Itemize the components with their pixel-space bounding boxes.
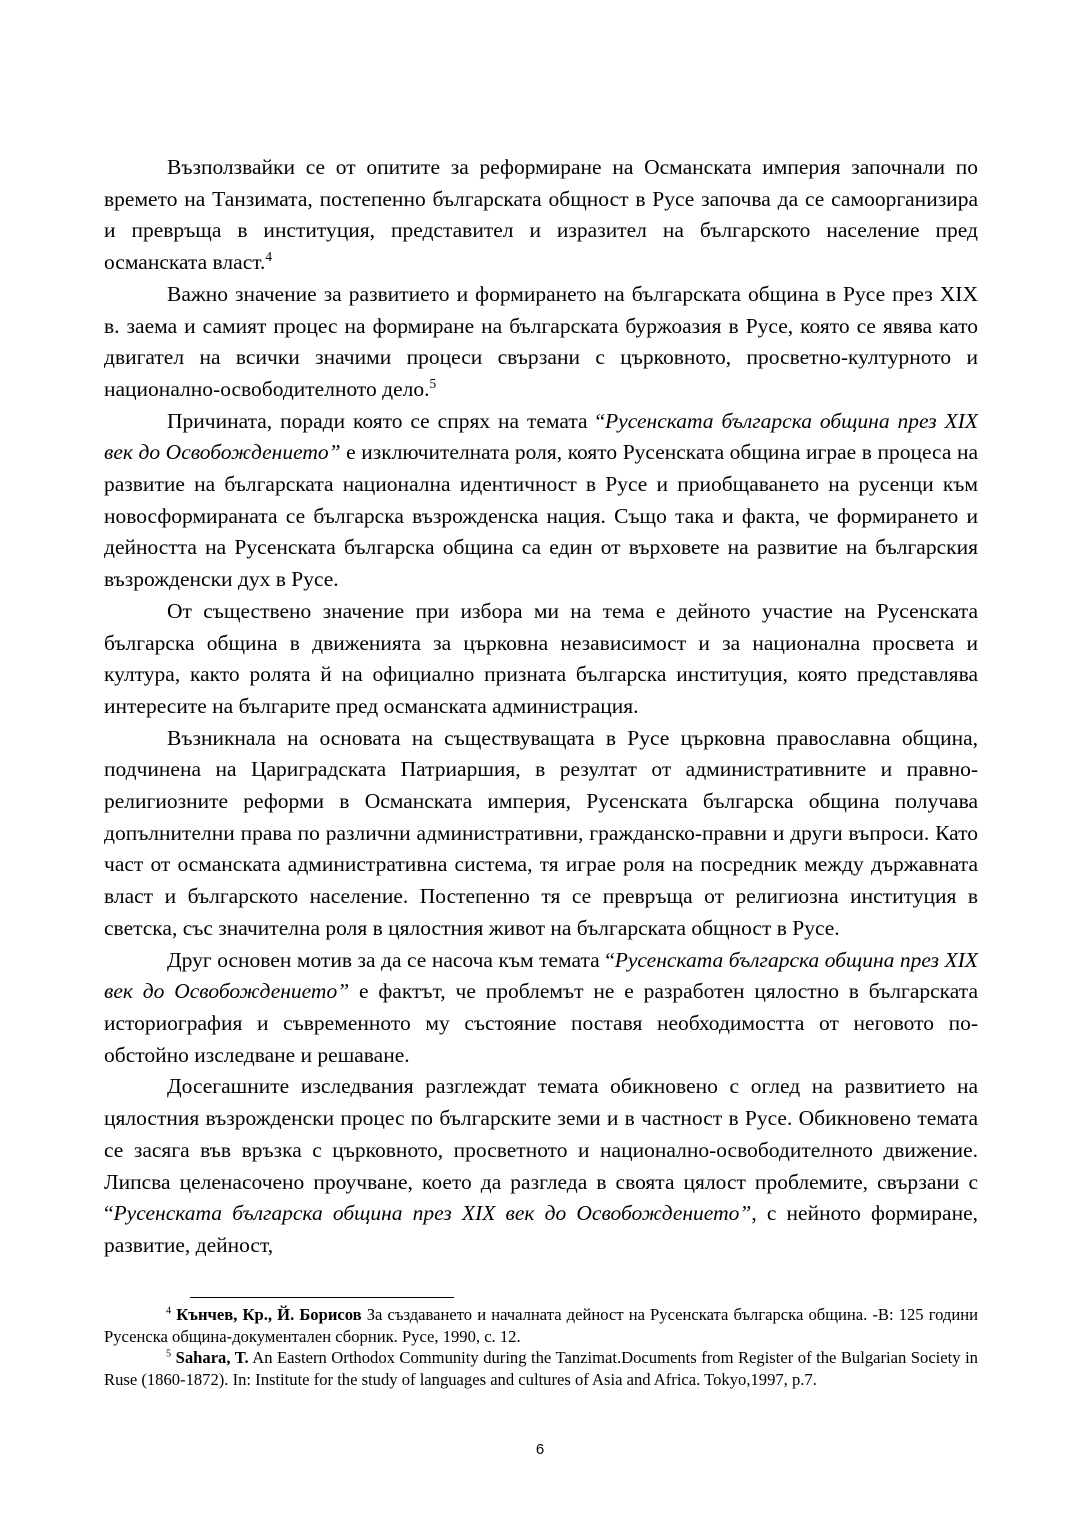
main-text	[104, 152, 978, 1262]
text-run: , с нейното формиране, развитие, дейност,	[104, 1201, 978, 1257]
text-run: Друг основен мотив за да се насоча към темата “	[167, 947, 615, 972]
paragraph	[104, 406, 978, 596]
footnote-reference: 4	[265, 248, 273, 264]
text-run: Възникнала на основата на съществуващата в Русе църковна православна община, подчинена на Цариградската Патриаршия, в резултат от административните и правно-религиозните реформи в Османската империя, Русенската българска община получава допълнителни права по различни административни, гражданско-правни и други въпроси. Като част от османската административна система, тя играе роля на посредник между държавната власт и българското население. Постепенно тя се превръща от религиозна институция в светска, със значителна роля в цялостния живот на българската общност в Русе.	[104, 725, 978, 940]
paragraph	[104, 945, 978, 1072]
paragraph	[104, 596, 978, 723]
text-run: Причината, поради която се спрях на темата “	[167, 408, 606, 433]
text-run: е фактът, че проблемът не е разработен цялостно в българската историография и съвременното му състояние поставя необходимостта от неговото по-обстойно изследване и решаване.	[104, 979, 978, 1067]
footnote	[104, 1304, 978, 1347]
text-run: Досегашните изследвания разглеждат темата обикновено с оглед на развитието на цялостния възрожденски процес по българските земи и в частност в Русе. Обикновено темата се засяга във връзка с църковното, просветното и национално-освободителното движение. Липсва целенасочено проучване, което да разгледа в своята цялост проблемите, свързани с “	[104, 1074, 978, 1226]
italic-title: Русенската българска община през XIX век до Освобождението”	[104, 947, 978, 1004]
footnote-text: An Eastern Orthodox Community during the Tanzimat.Documents from Register of the Bulgarian Society in Ruse (1860-1872). In: Institute for the study of languages and cultures of Asia and Africa. Tokyo,1997, p.7.	[104, 1348, 978, 1389]
paragraph	[104, 152, 978, 279]
footnote-number: 5	[166, 1348, 172, 1360]
footnote-text: За създаването и началната дейност на Русенската българска община. -В: 125 години Русенска община-документален сборник. Русе, 1990, с. 12.	[104, 1305, 978, 1346]
footnote	[104, 1347, 978, 1390]
italic-title: Русенската българска община през XIX век до Освобождението”	[104, 408, 979, 465]
footnote-reference: 5	[429, 375, 437, 391]
footnote-separator	[190, 1297, 454, 1298]
paragraph	[104, 1071, 978, 1261]
paragraph	[104, 723, 978, 945]
text-run: е изключителната роля, която Русенската община играе в процеса на развитие на българската национална идентичност в Русе и приобщаването на русенци към новосформираната се българска възрожденска нация. Също така и факта, че формирането и дейността на Русенската българска община са един от върховете на развитие на българския възрожденски дух в Русе.	[104, 440, 978, 592]
paragraph	[104, 279, 978, 406]
italic-title: Русенската българска община през XIX век до Освобождението”	[113, 1201, 752, 1226]
footnote-author: Кънчев, Кр., Й. Борисов	[176, 1305, 362, 1324]
footnote-number: 4	[166, 1305, 172, 1317]
text-run: От съществено значение при избора ми на тема е дейното участие на Русенската българска община в движенията за църковна независимост и за национална просвета и култура, както ролята й на официално призната българска институция, която представлява интересите на българите пред османската администрация.	[104, 598, 978, 718]
text-run: Важно значение за развитието и формирането на българската община в Русе през XIX в. заема и самият процес на формиране на българската буржоазия в Русе, която се явява като двигател на всички значими процеси свързани с църковното, просветно-културното и национално-освободителното дело.	[104, 281, 978, 401]
text-run: Възползвайки се от опитите за реформиране на Османската империя започнали по времето на Танзимата, постепенно българската общност в Русе започва да се самоорганизира и превръща в институция, представител и изразител на българското население пред османската власт.	[104, 155, 978, 275]
page-number: 6	[535, 1441, 545, 1458]
footnotes	[104, 1304, 978, 1390]
footnote-author: Sahara, T.	[175, 1348, 249, 1367]
